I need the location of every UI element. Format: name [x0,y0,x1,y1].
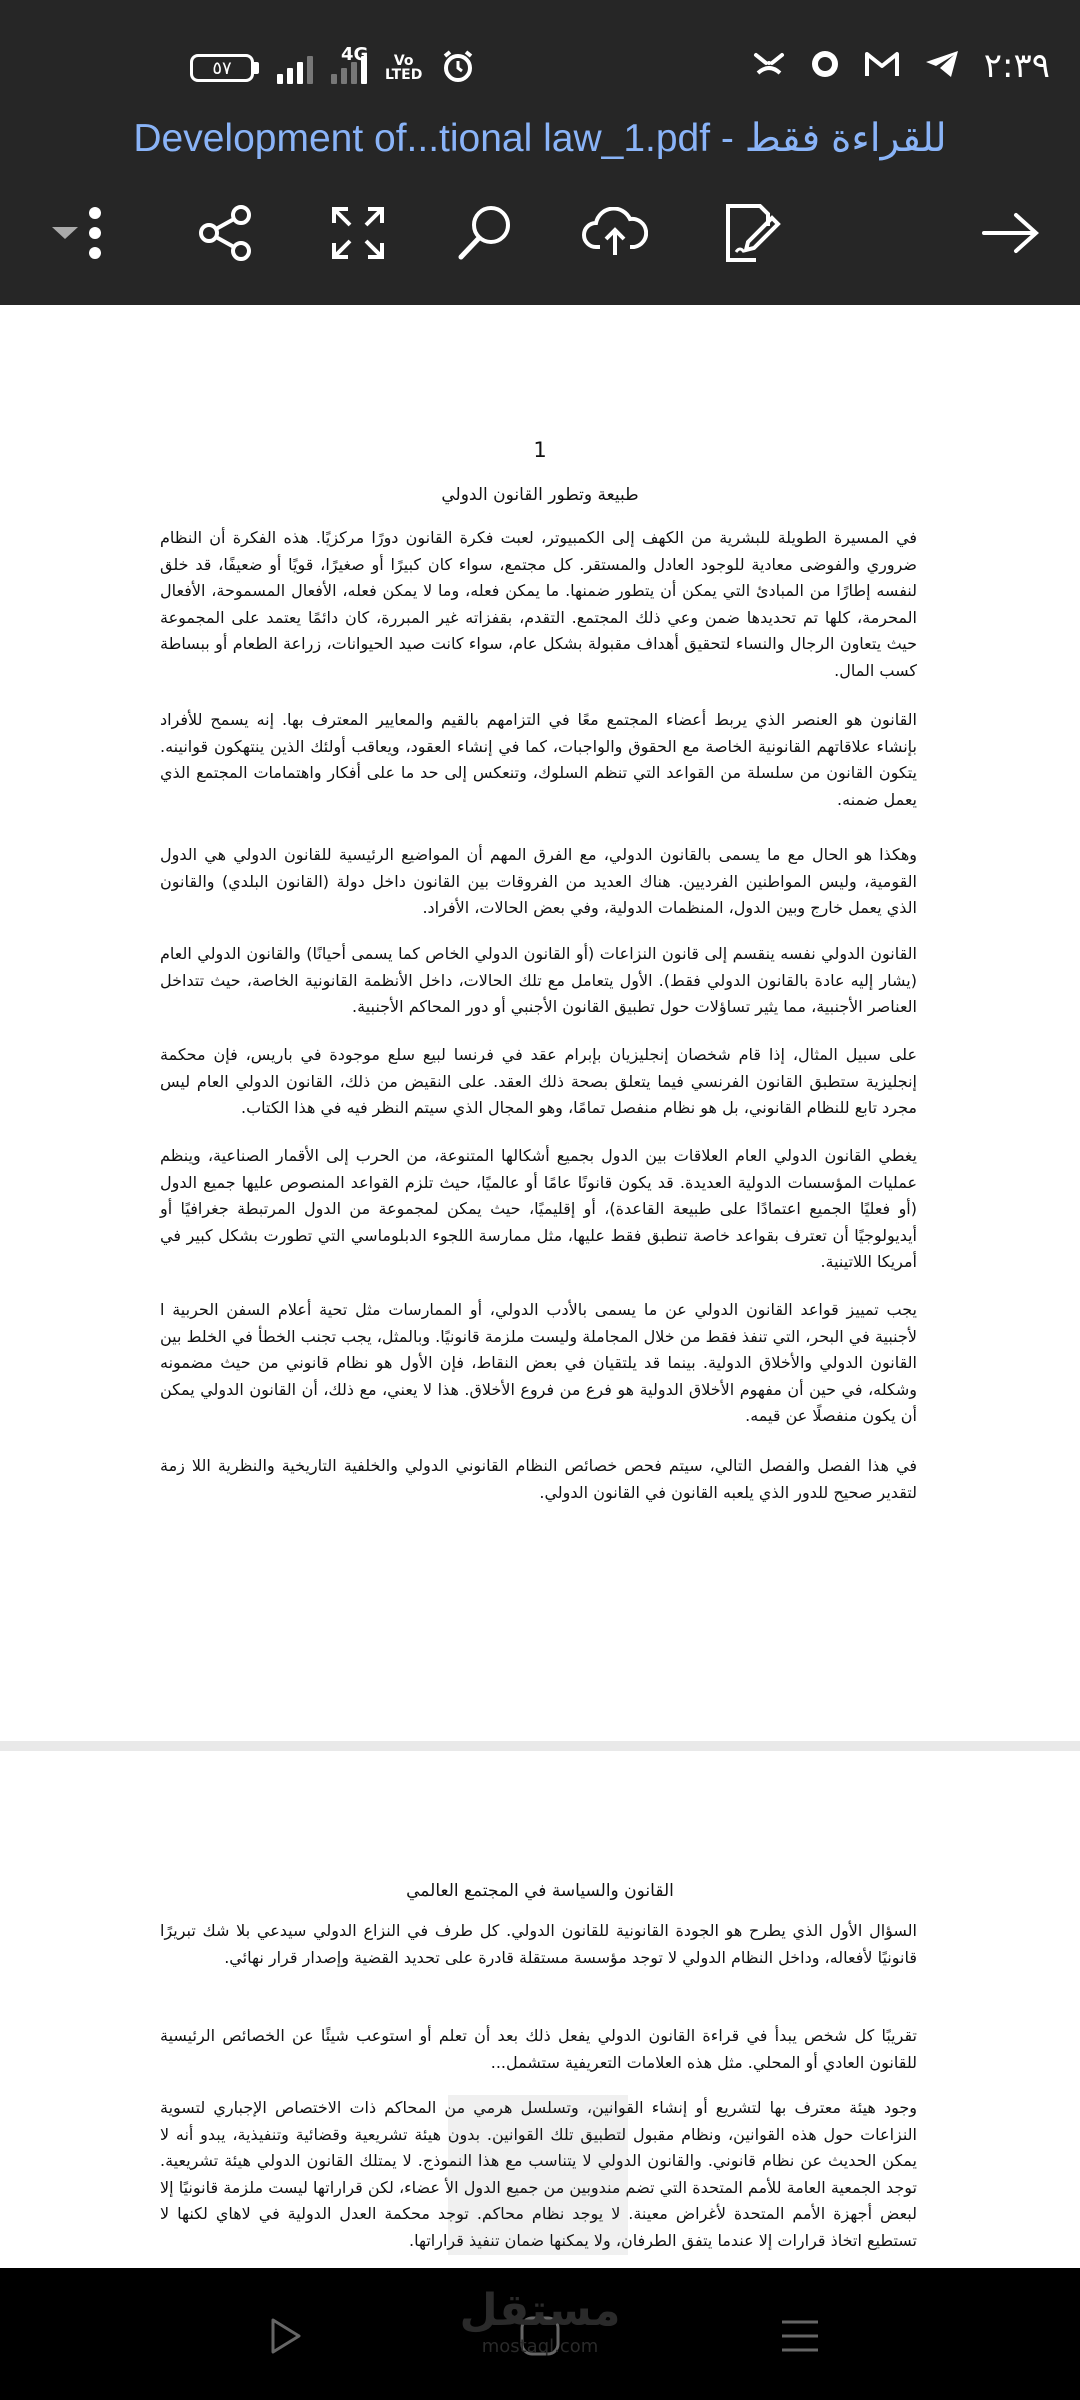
share-icon [195,203,255,267]
status-indicators-right [752,46,1050,86]
page-1-title: طبيعة وتطور القانون الدولي [441,485,639,505]
paragraph: يجب تمييز قواعد القانون الدولي عن ما يسمى بالأدب الدولي، أو الممارسات مثل تحية أعلام السفن الحربية ا لأجنبية في البحر، التي تنفذ فقط من خلال المجاملة وليست ملزمة قانونيًا. وبالمثل، يجب تجنب الخطأ في الخلط بين القانون الدولي والأخلاق الدولية. بينما قد يلتقيان في بعض النقاط، فإن الأول هو نظام قانوني من حيث مضمونه وشكله، في حين أن مفهوم الأخلاق الدولية هو فرع من فروع الأخلاق. هذا لا يعني، مع ذلك، أن القانون الدولي يمكن أن يكون منفصلًا عن قيمه. [160,1300,917,1425]
paragraph: السؤال الأول الذي يطرح هو الجودة القانونية للقانون الدولي. كل طرف في النزاع الدولي سيدعي بلا شك تبريرًا قانونيًا لأفعاله، وداخل النظام الدولي لا توجد مؤسسة مستقلة قادرة على تحديد القضية وإصدار قرار نهائي. [160,1921,917,1967]
volte-bottom-label: LTED [385,67,423,83]
paragraph: في هذا الفصل والفصل التالي، سيتم فحص خصائص النظام القانوني الدولي والخلفية التاريخية والنظرية اللا زمة لتقدير صحيح للدور الذي يلعبه القانون في القانون الدولي. [160,1456,917,1502]
paragraph: تقريبًا كل شخص يبدأ في قراءة القانون الدولي يفعل ذلك بعد أن تعلم أو استوعب شيئًا عن الخصائص الرئيسية للقانون العادي أو المحلي. مثل هذه العلامات التعريفية ستشمل... [160,2026,917,2072]
watermark-url: mostaql.com [481,2336,599,2357]
fullscreen-icon [330,205,386,265]
toolbar [0,195,1080,275]
back-arrow-icon [980,211,1040,259]
paragraph: في المسيرة الطويلة للبشرية من الكهف إلى الكمبيوتر، لعبت فكرة القانون دورًا مركزيًا. هذه الفكرة أن النظام ضروري والفوضى معادية للوجود العادل والمستقر. كل مجتمع، سواء كان كبيرًا أو صغيرًا، قويًا أو ضعيفًا، قد خلق لنفسه إطارًا من المبادئ التي يمكن أن يتطور ضمنها. ما يمكن فعله، وما لا يمكن فعله، الأفعال المسموحة، الأفعال المحرمة، كلها تم تحديدها ضمن وعي ذلك المجتمع. التقدم، بقفزاته غير المبررة، كان دائمًا يعتمد على المجموعة حيث يتعاون الرجال والنساء لتحقيق أهداف مقبولة بشكل عام، سواء كانت صيد الحيوانات، زراعة الطعام أو ببساطة كسب المال. [160,528,917,680]
page-number: 1 [533,438,547,462]
battery-icon [190,54,259,82]
search-button[interactable] [445,195,525,275]
paragraph: وجود هيئة معترف بها لتشريع أو إنشاء القوانين، وتسلسل هرمي من المحاكم ذات الاختصاص الإجباري لتسوية النزاعات حول هذه القوانين، ونظام مقبول لتطبيق تلك القوانين. بدون هيئة تشريعية وقضائية وتنفيذية، يبدو أنه لا يمكن الحديث عن نظام قانوني. والقانون الدولي لا يتناسب مع هذا النموذج. لا يمتلك القانون الدولي هيئة تشريعية. توجد الجمعية العامة للأمم المتحدة التي تضم مندوبين من جميع الدول الأ عضاء، لكن قراراتها ليست ملزمة قانونيًا إلا لبعض أجهزة الأمم المتحدة لأغراض معينة. لا يوجد نظام محاكم. توجد محكمة العدل الدولية في لاهاي لكنها لا تستطيع اتخاذ قرارات إلا عندما يتفق الطرفان، ولا يمكنها ضمان تنفيذ قراراتها. [160,2098,917,2250]
search-icon [455,203,515,267]
network-type-label: 4G [341,44,369,65]
paragraph: القانون الدولي نفسه ينقسم إلى قانون النزاعات (أو القانون الدولي الخاص كما يسمى أحيانًا) والقانون الدولي العام (يشار إليه عادة بالقانون الدولي فقط). الأول يتعامل مع تلك الحالات، داخل الأنظمة القانونية الخاصة، حيث تتداخل العناصر الأجنبية، مما يثير تساؤلات حول تطبيق القانون الأجنبي أو دور المحاكم الأجنبية. [160,944,917,1016]
signal-strength-icon-2 [331,44,369,84]
menu-button[interactable] [760,2308,840,2368]
upload-cloud-icon [582,207,648,263]
watermark [440,2285,640,2357]
paragraph: القانون هو العنصر الذي يربط أعضاء المجتمع معًا في التزامهم بالقيم والمعايير المعترف بها. إنه يسمح للأفراد بإنشاء علاقاتهم القانونية الخاصة مع الحقوق والواجبات، كما في إنشاء العقود، ويعاقب أولئك الذين ينتهكون قوانينه. يتكون القانون من سلسلة من القواعد التي تنظم السلوك، وتنعكس إلى حد ما على أفكار واهتمامات المجتمع الذي يعمل ضمنه. [160,710,917,809]
gmail-icon [864,50,900,82]
clock: ٢:٣٩ [983,46,1050,86]
more-options-button[interactable] [60,195,130,275]
paragraph: وهكذا هو الحال مع ما يسمى بالقانون الدولي، مع الفرق المهم أن المواضيع الرئيسية للقانون الدولي هي الدول القومية، وليس المواطنين الفرديين. هناك العديد من الفروقات بين القانون داخل دولة (القانون البلدي) والقانون الذي يعمل خارج وبين الدول، المنظمات الدولية، وفي بعض الحالات، الأفراد. [160,845,917,917]
page-2-title: القانون والسياسة في المجتمع العالمي [406,1881,674,1901]
menu-icon [780,2318,820,2358]
document-title: Development of...tional law_1.pdf - للقراءة فقط [133,117,947,160]
page-separator [0,1741,1080,1751]
more-options-icon [85,205,105,265]
fullscreen-button[interactable] [318,195,398,275]
notification-icon-2 [810,49,840,83]
back-button[interactable] [245,2308,325,2368]
edit-icon [722,202,782,268]
status-indicators-left [190,44,476,88]
telegram-icon [924,49,960,83]
back-arrow-button[interactable] [970,195,1050,275]
battery-level: ٥٧ [212,57,232,79]
document-viewer[interactable] [0,305,1080,2268]
back-icon [267,2316,303,2360]
paragraph: يغطي القانون الدولي العام العلاقات بين الدول بجميع أشكالها المتنوعة، من الحرب إلى الأقمار الصناعية، وينظم عمليات المؤسسات الدولية العديدة. قد يكون قانونًا عامًا أو عالميًا، حيث تلزم القواعد المنصوص عليها جميع الدول (أو فعليًا الجميع اعتمادًا على طبيعة القاعدة)، أو إقليميًا، حيث يمكن لمجموعة من الدول المرتبطة جغرافيًا أو أيديولوجيًا أن تعترف بقواعد خاصة تنطبق فقط عليها، مثل ممارسة اللجوء الدبلوماسي التي تطورت بشكل كبير في أمريكا اللاتينية. [160,1146,917,1271]
alarm-icon [440,48,476,88]
share-button[interactable] [185,195,265,275]
volte-icon [385,54,422,82]
upload-cloud-button[interactable] [575,195,655,275]
notification-icon-1 [752,49,786,83]
status-bar [0,40,1080,104]
watermark-brand: مستقل [459,2285,621,2336]
volte-top-label: Vo [393,53,414,69]
top-app-bar [0,0,1080,305]
signal-strength-icon [277,52,313,84]
paragraph: على سبيل المثال، إذا قام شخصان إنجليزيان بإبرام عقد في فرنسا لبيع سلع موجودة في باريس، فإن محكمة إنجليزية ستطبق القانون الفرنسي فيما يتعلق بصحة ذلك العقد. على النقيض من ذلك، القانون الدولي العام ليس مجرد تابع للنظام القانوني، بل هو نظام منفصل تمامًا، وهو المجال الذي سيتم النظر فيه في هذا الكتاب. [160,1045,917,1117]
edit-button[interactable] [712,195,792,275]
